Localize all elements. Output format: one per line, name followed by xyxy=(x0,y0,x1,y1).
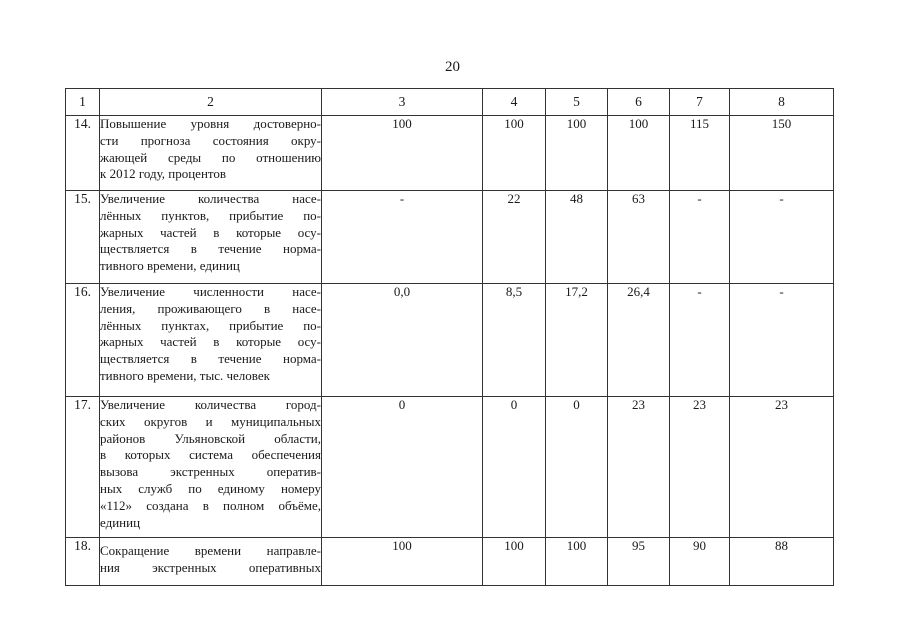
value-cell: 63 xyxy=(608,191,670,284)
table-row xyxy=(66,191,834,284)
row-number: 14. xyxy=(66,116,100,191)
description-line: ния экстренных оперативных xyxy=(100,559,321,575)
value-cell: 22 xyxy=(483,191,546,284)
value-cell: 23 xyxy=(608,397,670,538)
column-header: 2 xyxy=(100,89,322,116)
description-line: ления, проживающего в насе- xyxy=(100,300,321,316)
column-header: 4 xyxy=(483,89,546,116)
value-cell: - xyxy=(322,191,483,284)
description-line: районов Ульяновской области, xyxy=(100,430,321,446)
description-line: ских округов и муниципальных xyxy=(100,413,321,429)
indicator-description xyxy=(100,397,322,538)
row-number: 17. xyxy=(66,397,100,538)
value-cell: 0 xyxy=(322,397,483,538)
description-line: Увеличение количества город- xyxy=(100,397,321,412)
description-line: Повышение уровня достоверно- xyxy=(100,116,321,131)
description-line: жарных частей в которые осу- xyxy=(100,334,321,350)
description-line: ных служб по единому номеру xyxy=(100,480,321,496)
column-header: 5 xyxy=(546,89,608,116)
column-header: 7 xyxy=(670,89,730,116)
description-line: ществляется в течение норма- xyxy=(100,241,321,257)
value-cell: 23 xyxy=(730,397,834,538)
value-cell: 23 xyxy=(670,397,730,538)
description-line: Увеличение численности насе- xyxy=(100,284,321,299)
description-line: жающей среды по отношению xyxy=(100,149,321,165)
indicator-description xyxy=(100,284,322,397)
description-line: тивного времени, тыс. человек xyxy=(100,367,270,383)
description-line: Увеличение количества насе- xyxy=(100,191,321,206)
value-cell: 17,2 xyxy=(546,284,608,397)
description-line: лённых пунктов, прибытие по- xyxy=(100,207,321,223)
description-line: тивного времени, единиц xyxy=(100,258,240,274)
table-header-row xyxy=(66,89,834,116)
description-line: сти прогноза состояния окру- xyxy=(100,132,321,148)
description-line: к 2012 году, процентов xyxy=(100,166,227,182)
row-number: 18. xyxy=(66,538,100,586)
description-line: в которых система обеспечения xyxy=(100,447,321,463)
table-row xyxy=(66,116,834,191)
description-line: ществляется в течение норма- xyxy=(100,351,321,367)
description-line: «112» создана в полном объёме, xyxy=(100,497,321,513)
description-line: жарных частей в которые осу- xyxy=(100,224,321,240)
column-header: 6 xyxy=(608,89,670,116)
value-cell: 100 xyxy=(322,538,483,586)
value-cell: 115 xyxy=(670,116,730,191)
value-cell: 100 xyxy=(322,116,483,191)
value-cell: 48 xyxy=(546,191,608,284)
value-cell: 100 xyxy=(483,538,546,586)
value-cell: 8,5 xyxy=(483,284,546,397)
value-cell: 88 xyxy=(730,538,834,586)
table-row xyxy=(66,397,834,538)
description-line: лённых пунктах, прибытие по- xyxy=(100,317,321,333)
value-cell: - xyxy=(730,191,834,284)
value-cell: 100 xyxy=(546,538,608,586)
value-cell: 100 xyxy=(546,116,608,191)
value-cell: 150 xyxy=(730,116,834,191)
value-cell: 0 xyxy=(483,397,546,538)
value-cell: 95 xyxy=(608,538,670,586)
value-cell: 0,0 xyxy=(322,284,483,397)
value-cell: 100 xyxy=(608,116,670,191)
value-cell: 90 xyxy=(670,538,730,586)
value-cell: - xyxy=(670,191,730,284)
row-number: 15. xyxy=(66,191,100,284)
description-line: единиц xyxy=(100,514,141,530)
indicator-description xyxy=(100,116,322,191)
indicator-table xyxy=(65,88,834,586)
indicator-description xyxy=(100,191,322,284)
value-cell: - xyxy=(730,284,834,397)
value-cell: 100 xyxy=(483,116,546,191)
column-header: 8 xyxy=(730,89,834,116)
value-cell: 26,4 xyxy=(608,284,670,397)
page-number: 20 xyxy=(445,59,460,75)
description-line: Сокращение времени направле- xyxy=(100,543,321,558)
column-header: 3 xyxy=(322,89,483,116)
column-header: 1 xyxy=(66,89,100,116)
indicator-description xyxy=(100,538,322,586)
value-cell: 0 xyxy=(546,397,608,538)
table-row xyxy=(66,538,834,586)
value-cell: - xyxy=(670,284,730,397)
row-number: 16. xyxy=(66,284,100,397)
description-line: вызова экстренных оператив- xyxy=(100,464,321,480)
table-row xyxy=(66,284,834,397)
